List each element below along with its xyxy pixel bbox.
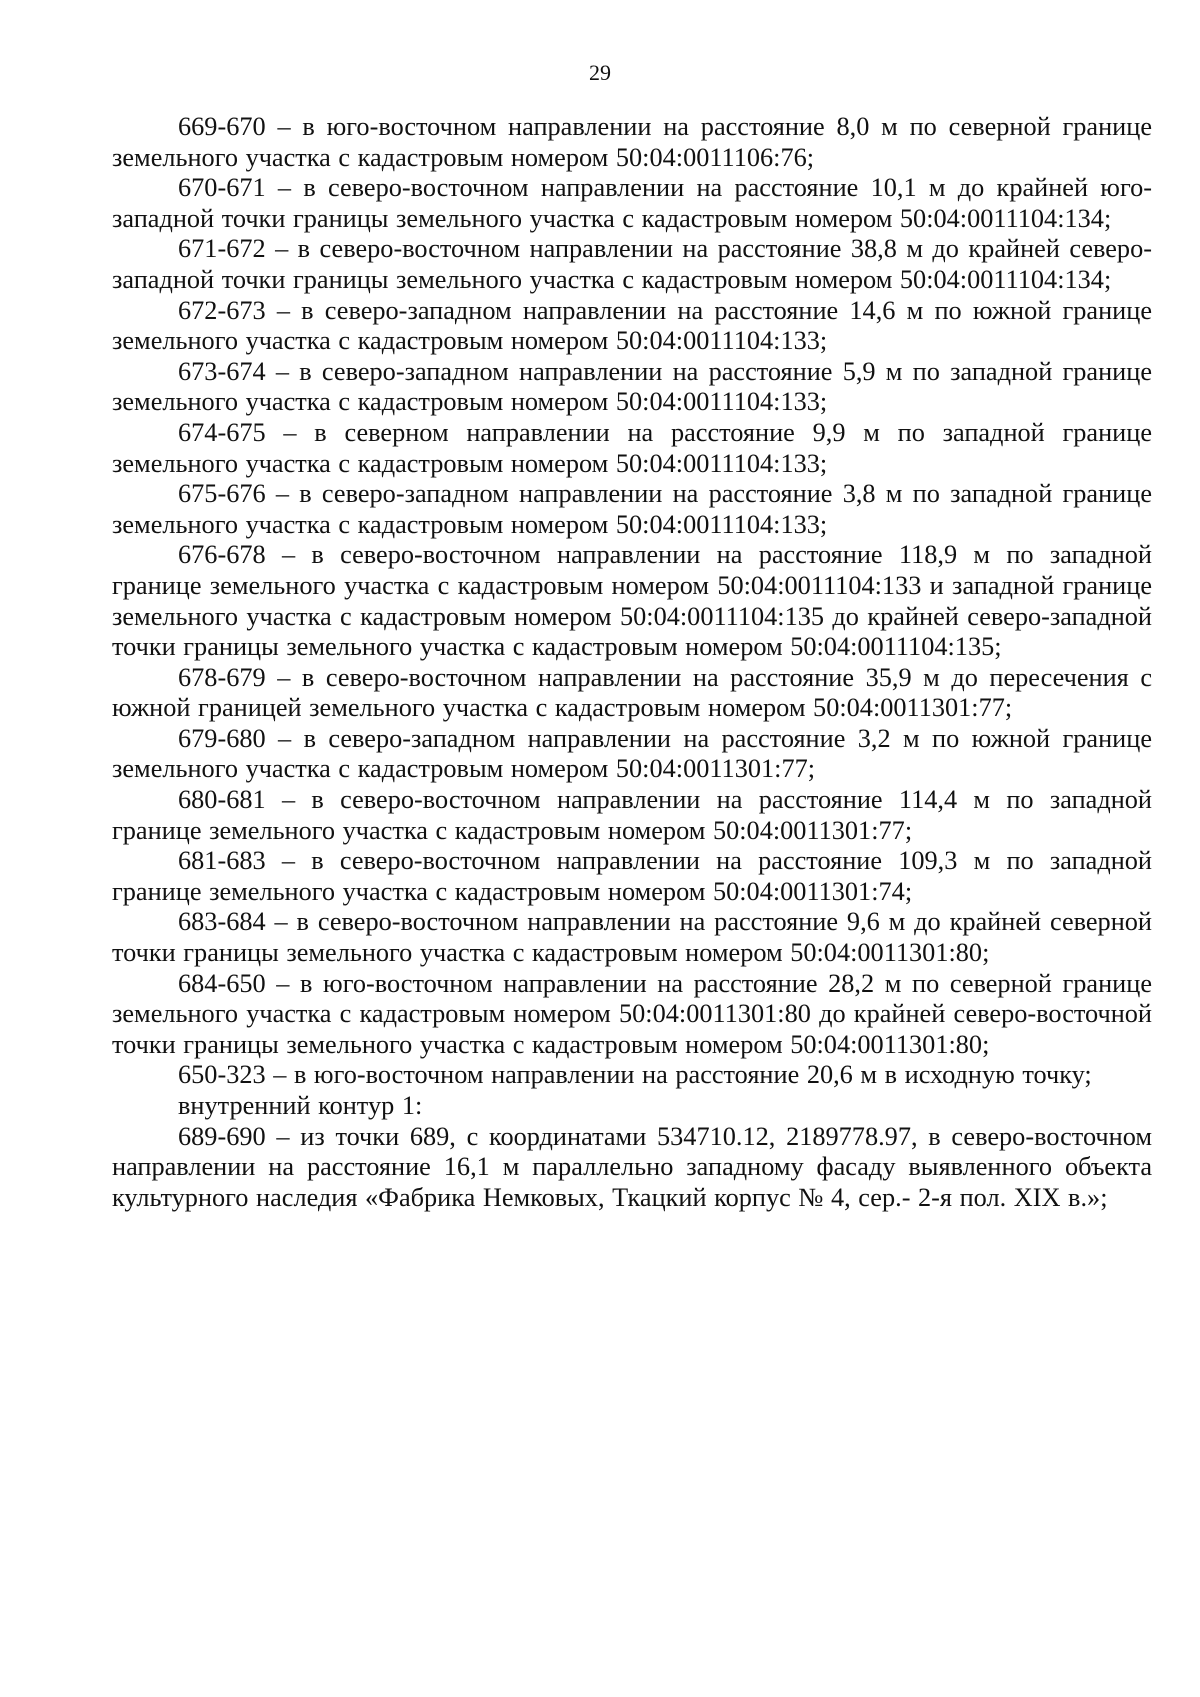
page-number: 29 xyxy=(589,60,611,85)
segment-670-671: 670-671 – в северо-восточном направлении на расстояние 10,1 м до крайней юго-западной точки границы земельного участка с кадастровым номером 50:04:0011104:134; xyxy=(112,173,1152,233)
segment-669-670: 669-670 – в юго-восточном направлении на расстояние 8,0 м по северной границе земельного участка с кадастровым номером 50:04:0011106:76; xyxy=(112,112,1152,172)
segment-683-684: 683-684 – в северо-восточном направлении на расстояние 9,6 м до крайней северной точки границы земельного участка с кадастровым номером 50:04:0011301:80; xyxy=(112,907,1152,968)
segment-676-678: 676-678 – в северо-восточном направлении на расстояние 118,9 м по западной границе земельного участка с кадастровым номером 50:04:0011104:133 и западной границе земельного участка с кадастровым номером 50:04:0011104:135 до крайней северо-западной точки границы земельного участка с кадастровым номером 50:04:0011104:135; xyxy=(112,540,1152,662)
document-body xyxy=(112,112,1152,1213)
segment-650-323: 650-323 – в юго-восточном направлении на расстояние 20,6 м в исходную точку; xyxy=(178,1060,1092,1090)
segment-674-675: 674-675 – в северном направлении на расстояние 9,9 м по западной границе земельного участка с кадастровым номером 50:04:0011104:133; xyxy=(112,417,1152,478)
segment-681-683: 681-683 – в северо-восточном направлении на расстояние 109,3 м по западной границе земельного участка с кадастровым номером 50:04:0011301:74; xyxy=(112,846,1152,906)
segment-679-680: 679-680 – в северо-западном направлении на расстояние 3,2 м по южной границе земельного участка с кадастровым номером 50:04:0011301:77; xyxy=(112,723,1152,784)
segment-672-673: 672-673 – в северо-западном направлении на расстояние 14,6 м по южной границе земельного участка с кадастровым номером 50:04:0011104:133; xyxy=(112,295,1152,356)
segment-680-681: 680-681 – в северо-восточном направлении на расстояние 114,4 м по западной границе земельного участка с кадастровым номером 50:04:0011301:77; xyxy=(112,785,1152,845)
segment-675-676: 675-676 – в северо-западном направлении на расстояние 3,8 м по западной границе земельного участка с кадастровым номером 50:04:0011104:133; xyxy=(112,479,1152,539)
segment-689-690: 689-690 – из точки 689, с координатами 534710.12, 2189778.97, в северо-восточном направлении на расстояние 16,1 м параллельно западному фасаду выявленного объекта культурного наследия «Фабрика Немковых, Ткацкий корпус № 4, сер.- 2-я пол. XIX в.»; xyxy=(112,1121,1152,1212)
segment-671-672: 671-672 – в северо-восточном направлении на расстояние 38,8 м до крайней северо-западной точки границы земельного участка с кадастровым номером 50:04:0011104:134; xyxy=(112,234,1152,294)
segment-684-650: 684-650 – в юго-восточном направлении на расстояние 28,2 м по северной границе земельного участка с кадастровым номером 50:04:0011301:80 до крайней северо-восточной точки границы земельного участка с кадастровым номером 50:04:0011301:80; xyxy=(112,968,1152,1059)
segment-673-674: 673-674 – в северо-западном направлении на расстояние 5,9 м по западной границе земельного участка с кадастровым номером 50:04:0011104:133; xyxy=(112,356,1152,417)
inner-contour-heading: внутренний контур 1: xyxy=(178,1091,423,1120)
segment-678-679: 678-679 – в северо-восточном направлении на расстояние 35,9 м до пересечения с южной границей земельного участка с кадастровым номером 50:04:0011301:77; xyxy=(112,662,1152,723)
